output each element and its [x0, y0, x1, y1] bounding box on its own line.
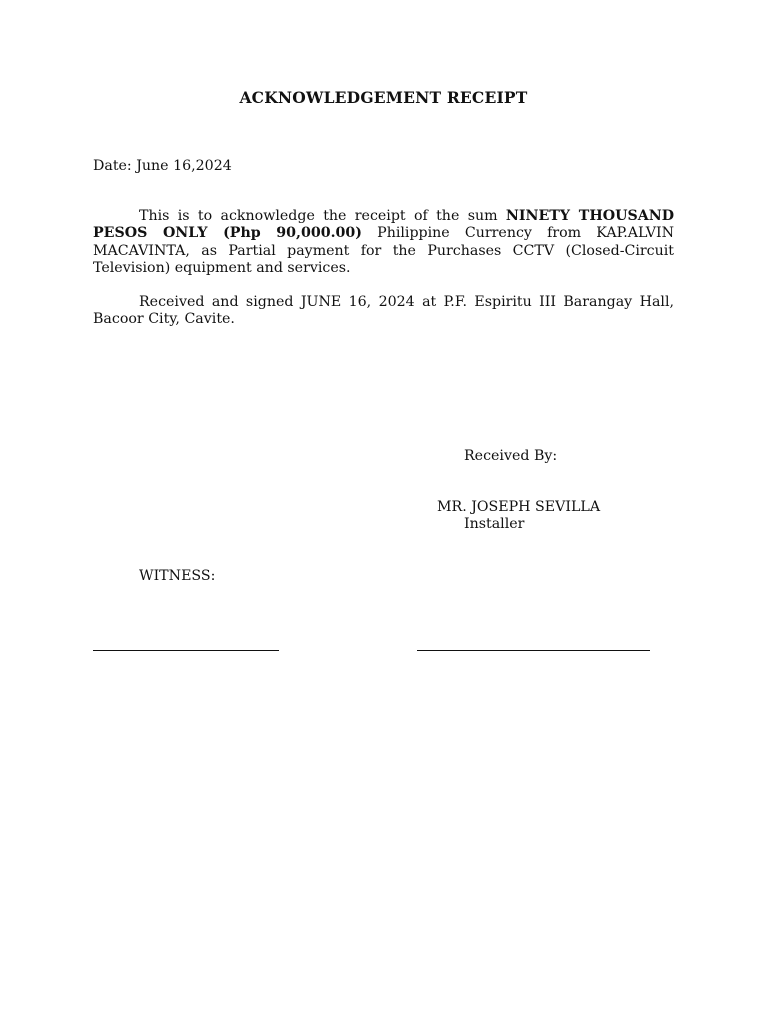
paragraph-rest: Philippine Currency from KAP.ALVIN MACAVINTA, as Partial payment for the Purchases CCTV (Closed-Circuit Television) equipment and services.: [93, 225, 674, 277]
receiver-block: [437, 499, 600, 534]
receipt-document: [93, 0, 674, 1024]
document-title: ACKNOWLEDGEMENT RECEIPT: [239, 88, 528, 107]
receiver-name: MR. JOSEPH SEVILLA: [437, 499, 601, 515]
receiver-role: Installer: [464, 516, 525, 533]
acknowledgement-paragraph: [93, 208, 674, 278]
signing-paragraph: Received and signed JUNE 16, 2024 at P.F. Espiritu III Barangay Hall, Bacoor City, Cavite.: [93, 294, 674, 328]
amount-text: NINETY THOUSAND PESOS ONLY (Php 90,000.00): [93, 208, 674, 242]
received-by-label: Received By:: [464, 448, 558, 464]
date-line: Date: June 16,2024: [93, 158, 232, 174]
paragraph-intro: This is to acknowledge the receipt of the sum: [139, 208, 506, 224]
witness-signature-line-left: [93, 650, 279, 651]
witness-signature-line-right: [417, 650, 650, 651]
witness-label: WITNESS:: [139, 568, 216, 584]
